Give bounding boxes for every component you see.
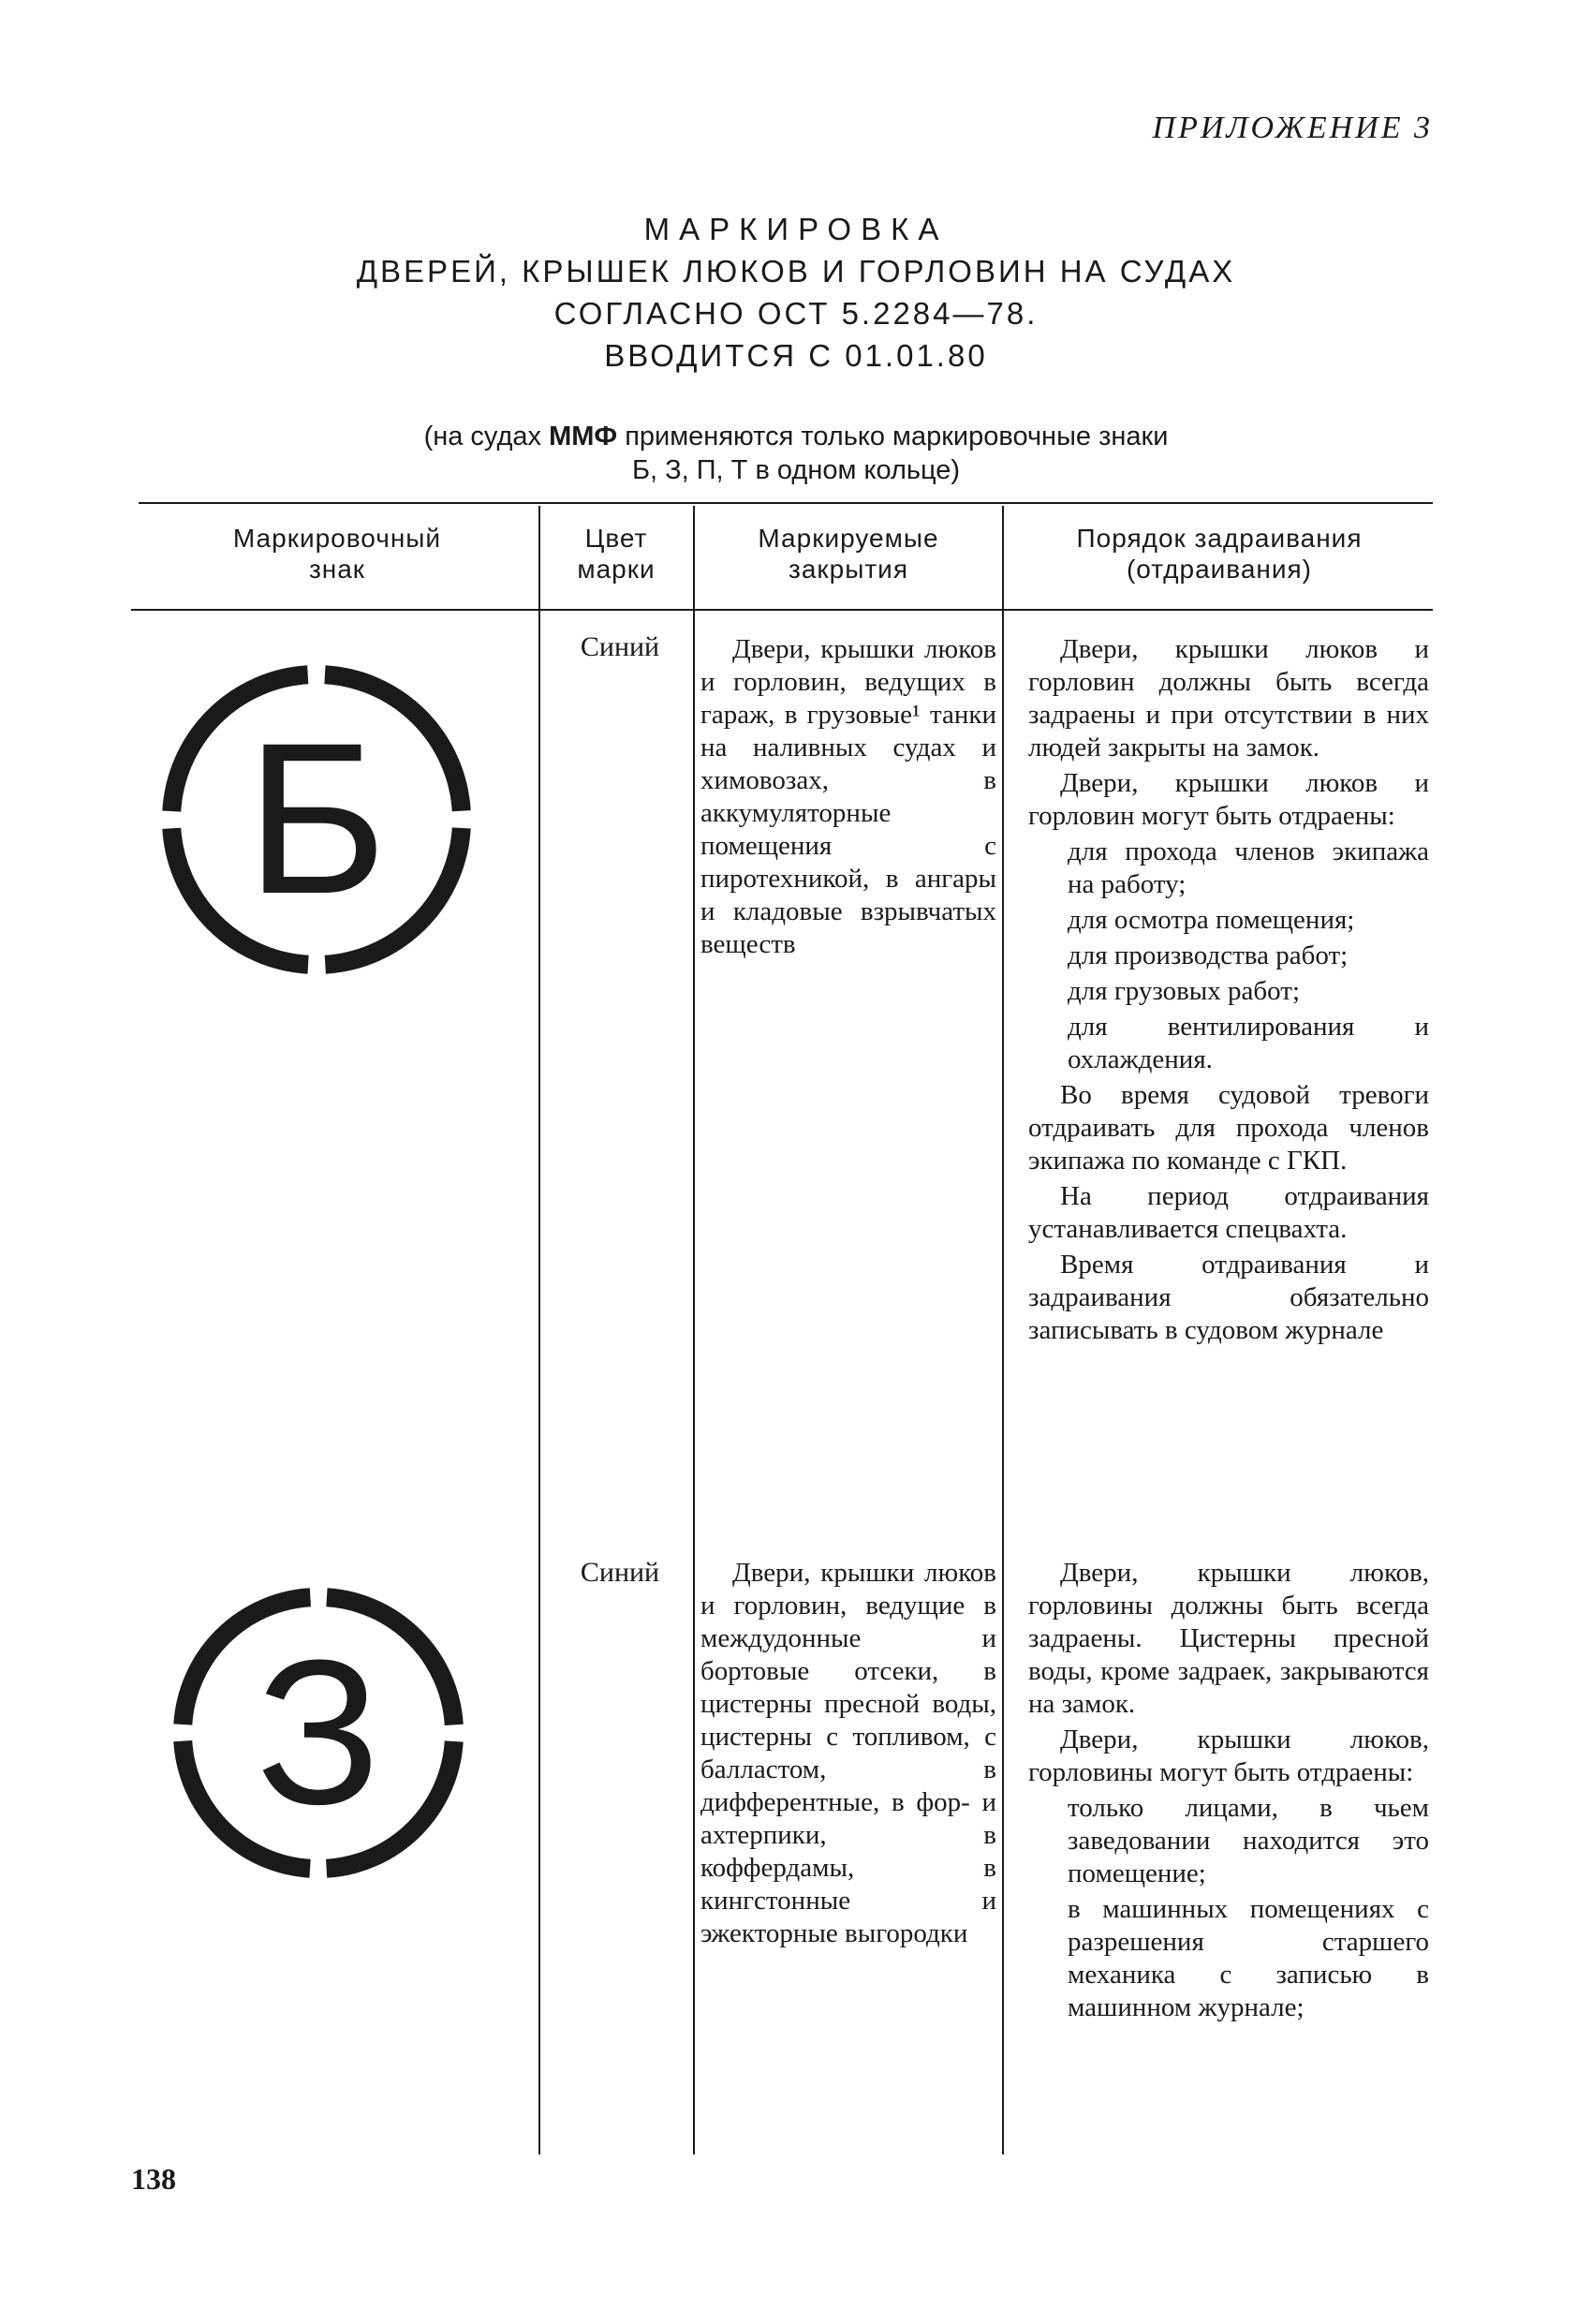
order-paragraph: Двери, крышки люков и горловин должны быть всегда задраены и при отсутствии в них людей закрыты на замок. xyxy=(1028,634,1429,762)
note-rest: применяются только маркировочные знаки xyxy=(617,422,1169,451)
appendix-label: ПРИЛОЖЕНИЕ 3 xyxy=(1152,111,1433,145)
title-line-3: СОГЛАСНО ОСТ 5.2284—78. xyxy=(553,296,1039,331)
order-paragraph: для осмотра помещения; xyxy=(1068,905,1355,935)
order-paragraph: Двери, крышки люков, горловины должны быть всегда задраены. Цистерны пресной воды, кроме задраек, закрываются на замок. xyxy=(1028,1558,1429,1719)
order-paragraph: для прохода членов экипажа на работу; xyxy=(1068,836,1429,899)
table-header-rule xyxy=(131,609,1433,611)
sign-letter-z: З xyxy=(256,1617,381,1847)
column-divider-1 xyxy=(538,506,540,2154)
order-paragraph: для грузовых работ; xyxy=(1068,976,1301,1006)
column-divider-2 xyxy=(693,506,695,2154)
header-closures: Маркируемые закрытия xyxy=(758,524,939,584)
row2-order xyxy=(1028,1557,1429,2027)
note-line-2: Б, З, П, Т в одном кольце) xyxy=(631,455,961,485)
page-number: 138 xyxy=(131,2162,176,2196)
order-paragraph: для производства работ; xyxy=(1068,940,1349,970)
note-open: (на судах xyxy=(423,422,550,451)
title-line-2: ДВЕРЕЙ, КРЫШЕК ЛЮКОВ И ГОРЛОВИН НА СУДАХ xyxy=(356,254,1236,289)
order-paragraph: только лицами, в чьем заведовании находится это помещение; xyxy=(1068,1793,1429,1888)
row1-closures: Двери, крышки люков и горловин, ведущих в гараж, в грузовые¹ танки на наливных судах и химовозах, в аккумуляторные помещения с пиротехникой, в ангары и кладовые взрывчатых веществ xyxy=(700,634,996,959)
sign-letter-b: Б xyxy=(245,698,388,939)
header-sign: Маркировочный знак xyxy=(232,524,442,584)
row1-order xyxy=(1028,633,1429,1350)
row1-color: Синий xyxy=(580,631,660,662)
table-top-rule xyxy=(139,502,1433,504)
order-paragraph: Двери, крышки люков, горловины могут быть отдраены: xyxy=(1028,1724,1429,1787)
order-paragraph: в машинных помещениях с разрешения старшего механика с записью в машинном журнале; xyxy=(1068,1894,1429,2022)
row2-closures: Двери, крышки люков и горловин, ведущие в междудонные и бортовые отсеки, в цистерны пресной воды, цистерны с топливом, с балластом, в дифферентные, в фор- и ахтерпики, в коффердамы, в кингстонные и эжекторные выгородки xyxy=(700,1558,996,1948)
order-paragraph: Во время судовой тревоги отдраивать для прохода членов экипажа по команде с ГКП. xyxy=(1028,1080,1429,1176)
order-paragraph: Время отдраивания и задраивания обязательно записывать в судовом журнале xyxy=(1028,1250,1429,1345)
note-bold: ММФ xyxy=(549,422,618,451)
order-paragraph: для вентилирования и охлаждения. xyxy=(1068,1012,1429,1074)
title-line-4: ВВОДИТСЯ С 01.01.80 xyxy=(604,338,988,373)
page-title xyxy=(234,208,1358,377)
title-line-1: МАРКИРОВКА xyxy=(643,212,949,246)
header-color: Цвет марки xyxy=(577,524,656,584)
usage-note xyxy=(234,420,1358,487)
marking-sign-b xyxy=(157,660,476,979)
marking-sign-z xyxy=(169,1583,468,1883)
row2-color: Синий xyxy=(580,1557,660,1588)
header-order: Порядок задраивания (отдраивания) xyxy=(1076,524,1363,584)
order-paragraph: На период отдраивания устанавливается спецвахта. xyxy=(1028,1181,1429,1244)
column-divider-3 xyxy=(1002,506,1004,2154)
order-paragraph: Двери, крышки люков и горловин могут быть отдраены: xyxy=(1028,768,1429,831)
